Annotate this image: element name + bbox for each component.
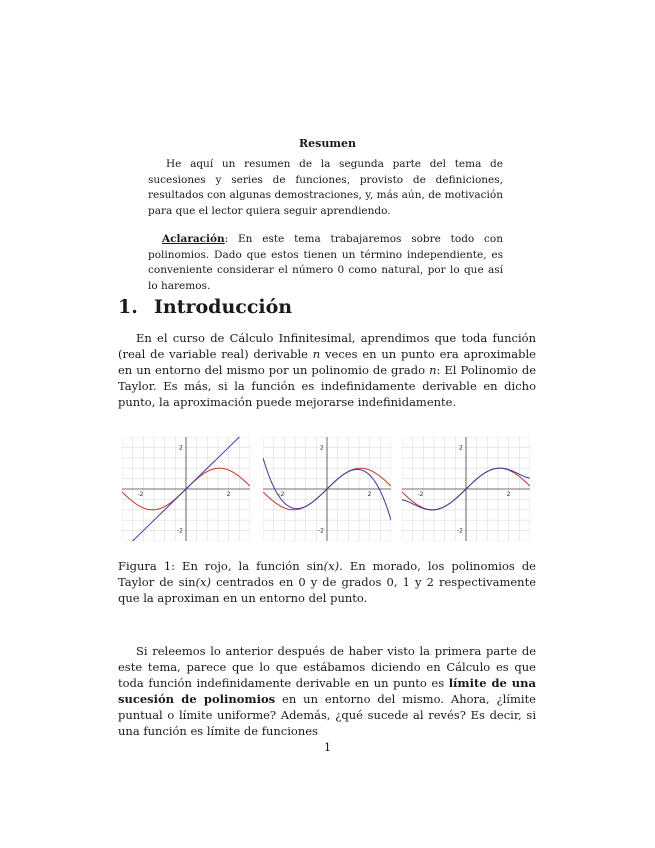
figure (122, 437, 532, 541)
section-title: Introducción (154, 296, 293, 318)
caption-arg: (x) (323, 559, 340, 573)
tick-label-y-pos: 2 (179, 444, 183, 452)
plot-3 (402, 437, 530, 541)
figure-caption (118, 558, 536, 606)
tick-label-x-pos: 2 (506, 491, 511, 498)
page-number: 1 (323, 740, 332, 754)
tick-label-x-neg: -2 (278, 491, 285, 498)
p3-text-1: Si releemos lo anterior después de haber visto la primera parte de este tema, parece que lo que estábamos diciendo en Cálculo es que toda función indefinidamente derivable en un punto es (118, 644, 536, 690)
abstract-title: Resumen (299, 137, 356, 150)
caption-arg-2: (x) (195, 575, 212, 589)
tick-label-y-neg: -2 (177, 527, 183, 535)
intro-text-2: veces en un punto era aproximable en un entorno del mismo por un polinomio de grado (118, 347, 536, 377)
caption-text-3: centrados en 0 y de grados 0, 1 y 2 respectivamente que la aproximan en un entorno del punto. (118, 575, 536, 605)
paragraph-3 (118, 643, 536, 739)
section-heading (118, 296, 292, 318)
intro-text-1: En el curso de Cálculo Infinitesimal, aprendimos que toda función (real de variable real) derivable (118, 331, 536, 361)
plot-2 (263, 437, 391, 541)
caption-text-2: . En morado, los polinomios de Taylor de sin (118, 559, 536, 589)
abstract-text: He aquí un resumen de la segunda parte del tema de sucesiones y series de funciones, provisto de definiciones, resultados con algunas demostraciones, y, más aún, de motivación para que el lector quiera seguir aprendiendo. (148, 158, 503, 217)
abstract-note (148, 232, 503, 294)
tick-label-x-pos: 2 (226, 491, 231, 498)
p3-bold: límite de una sucesión de polinomios (118, 676, 536, 706)
tick-label-x-pos: 2 (367, 491, 372, 498)
intro-var-n: n (312, 347, 321, 361)
intro-text-3: : El Polinomio de Taylor. Es más, si la función es indefinidamente derivable en dicho punto, la aproximación puede mejorarse indefinidamente. (118, 363, 536, 409)
intro-paragraph (118, 330, 536, 410)
tick-label-y-pos: 2 (320, 444, 324, 452)
caption-text-1: Figura 1: En rojo, la función sin (118, 559, 324, 573)
tick-label-x-neg: -2 (137, 491, 144, 498)
tick-label-y-neg: -2 (457, 527, 463, 535)
intro-var-n2: n (429, 363, 437, 377)
tick-label-y-neg: -2 (318, 527, 324, 535)
plot-1 (122, 437, 250, 541)
tick-label-y-pos: 2 (459, 444, 463, 452)
tick-label-x-neg: -2 (417, 491, 424, 498)
note-text: : En este tema trabajaremos sobre todo con polinomios. Dado que estos tienen un término independiente, es conveniente considerar el número 0 como natural, por lo que así lo haremos. (148, 233, 503, 292)
note-label: Aclaración (162, 233, 225, 245)
section-number: 1. (118, 296, 138, 318)
p3-text-2: en un entorno del mismo. Ahora, ¿límite puntual o límite uniforme? Además, ¿qué sucede al revés? Es decir, si una función es límite de funciones (118, 692, 536, 738)
